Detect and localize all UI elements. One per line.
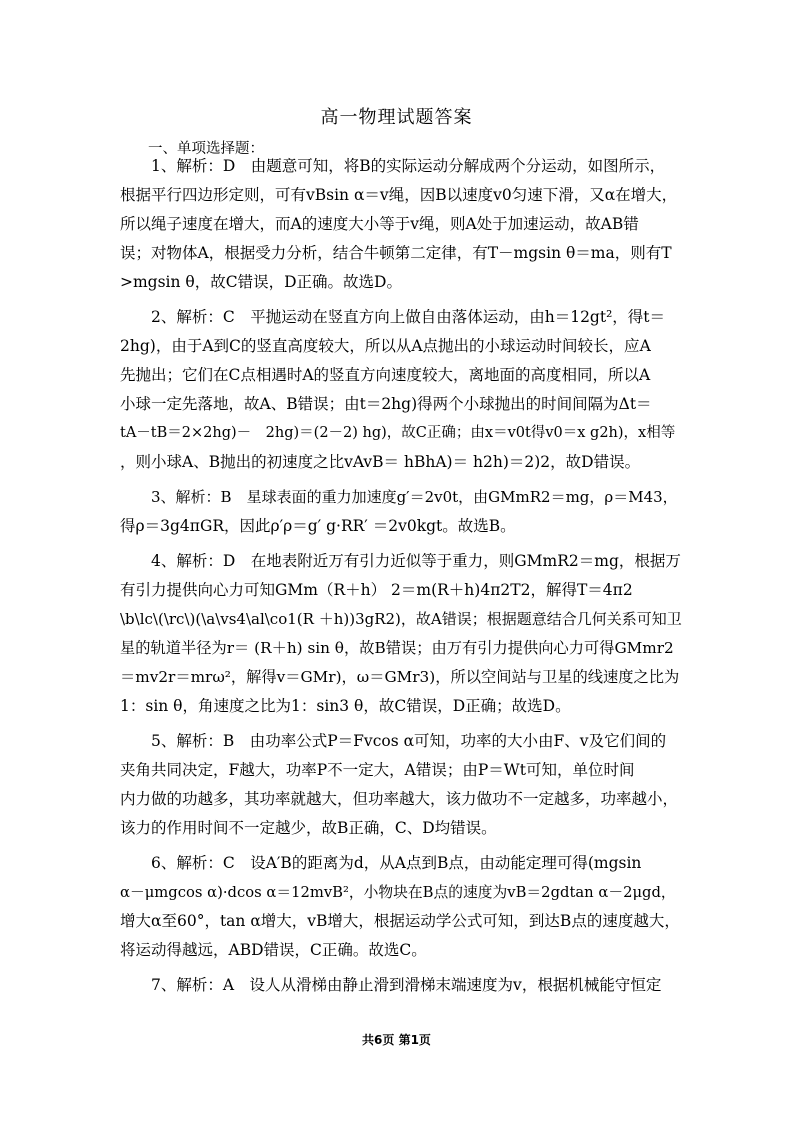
text-line: tA－tB＝2×2hg)－ 2hg)＝(2－2) hg)，故C正确；由x＝v0t得v0＝x g2h)，x相等 xyxy=(120,425,676,441)
text-line: 根据平行四边形定则，可有vBsin α＝v绳，因B以速度v0匀速下滑，又α在增大， xyxy=(120,186,678,204)
text-line: 误；对物体A，根据受力分析，结合牛顿第二定律，有T－mgsin θ＝ma，则有T xyxy=(120,244,672,262)
text-line: >mgsin θ，故C错误，D正确。故选D。 xyxy=(120,273,402,291)
text-line: 小球一定先落地，故A、B错误；由t＝2hg)得两个小球抛出的时间间隔为Δt＝ xyxy=(120,395,652,413)
text-line: 该力的作用时间不一定越少，故B正确，C、D均错误。 xyxy=(120,819,497,837)
text-line: ，则小球A、B抛出的初速度之比vAvB＝ hBhA)＝ h2h)＝2)2，故D错误。 xyxy=(120,453,641,471)
text-line: 星的轨道半径为r＝ (R＋h) sin θ，故B错误；由万有引力提供向心力可得GMmr2 xyxy=(120,639,674,657)
text-line: 1、解析：D 由题意可知，将B的实际运动分解成两个分运动，如图所示， xyxy=(151,157,666,175)
page-footer: 共6页 第1页 xyxy=(362,1033,431,1047)
text-line: \b\lc\(\rc\)(\a\vs4\al\co1(R ＋h))3gR2)，故A错误；根据题意结合几何关系可知卫 xyxy=(120,610,682,628)
text-line: 内力做的功越多，其功率就越大，但功率越大，该力做功不一定越多，功率越小， xyxy=(120,790,679,808)
text-line: 得ρ＝3g4πGR，因此ρ′ρ＝g′ g·RR′ ＝2v0kgt。故选B。 xyxy=(120,517,516,535)
answer-paragraph xyxy=(120,971,682,1000)
text-line: 5、解析：B 由功率公式P＝Fvcos α可知，功率的大小由F、v及它们间的 xyxy=(151,732,667,750)
text-line: 2、解析：C 平抛运动在竖直方向上做自由落体运动，由h＝12gt²，得t＝ xyxy=(151,308,666,326)
answer-paragraph xyxy=(120,547,682,721)
text-line: 先抛出；它们在C点相遇时A的竖直方向速度较大，离地面的高度相同，所以A xyxy=(120,366,651,384)
answer-paragraph xyxy=(120,727,682,843)
text-line: ＝mv2r＝mrω²，解得v＝GMr)，ω＝GMr3)，所以空间站与卫星的线速度之比为 xyxy=(120,668,680,686)
answer-paragraph xyxy=(120,849,682,965)
text-line: 1：sin θ，角速度之比为1：sin3 θ，故C错误，D正确；故选D。 xyxy=(120,697,571,715)
text-line: 所以绳子速度在增大，而A的速度大小等于v绳，则A处于加速运动，故AB错 xyxy=(120,215,639,233)
answer-paragraph xyxy=(120,152,682,297)
text-line: 6、解析：C 设A′B的距离为d，从A点到B点，由动能定理可得(mgsin xyxy=(151,854,642,872)
document-body xyxy=(120,152,682,1006)
answer-paragraph xyxy=(120,483,682,541)
text-line: α－μmgcos α)·dcos α＝12mvB²，小物块在B点的速度为vB＝2gdtan α－2μgd， xyxy=(120,884,676,901)
answer-paragraph xyxy=(120,303,682,477)
text-line: 夹角共同决定，F越大，功率P不一定大，A错误；由P＝Wt可知，单位时间 xyxy=(120,761,635,779)
text-line: 3、解析：B 星球表面的重力加速度g′＝2v0t，由GMmR2＝mg，ρ＝M43， xyxy=(151,488,678,506)
document-title: 高一物理试题答案 xyxy=(320,107,473,128)
text-line: 4、解析：D 在地表附近万有引力近似等于重力，则GMmR2＝mg，根据万 xyxy=(151,552,681,570)
text-line: 2hg)，由于A到C的竖直高度较大，所以从A点抛出的小球运动时间较长，应A xyxy=(120,337,651,355)
text-line: 7、解析：A 设人从滑梯由静止滑到滑梯末端速度为v，根据机械能守恒定 xyxy=(151,976,662,994)
section-heading: 一、单项选择题： xyxy=(148,141,264,157)
text-line: 有引力提供向心力可知GMm（R＋h） 2＝m(R＋h)4π2T2，解得T＝4π2 xyxy=(120,581,633,599)
text-line: 增大α至60°，tan α增大，vB增大，根据运动学公式可知，到达B点的速度越大， xyxy=(120,912,680,930)
text-line: 将运动得越远，ABD错误，C正确。故选C。 xyxy=(120,941,427,959)
